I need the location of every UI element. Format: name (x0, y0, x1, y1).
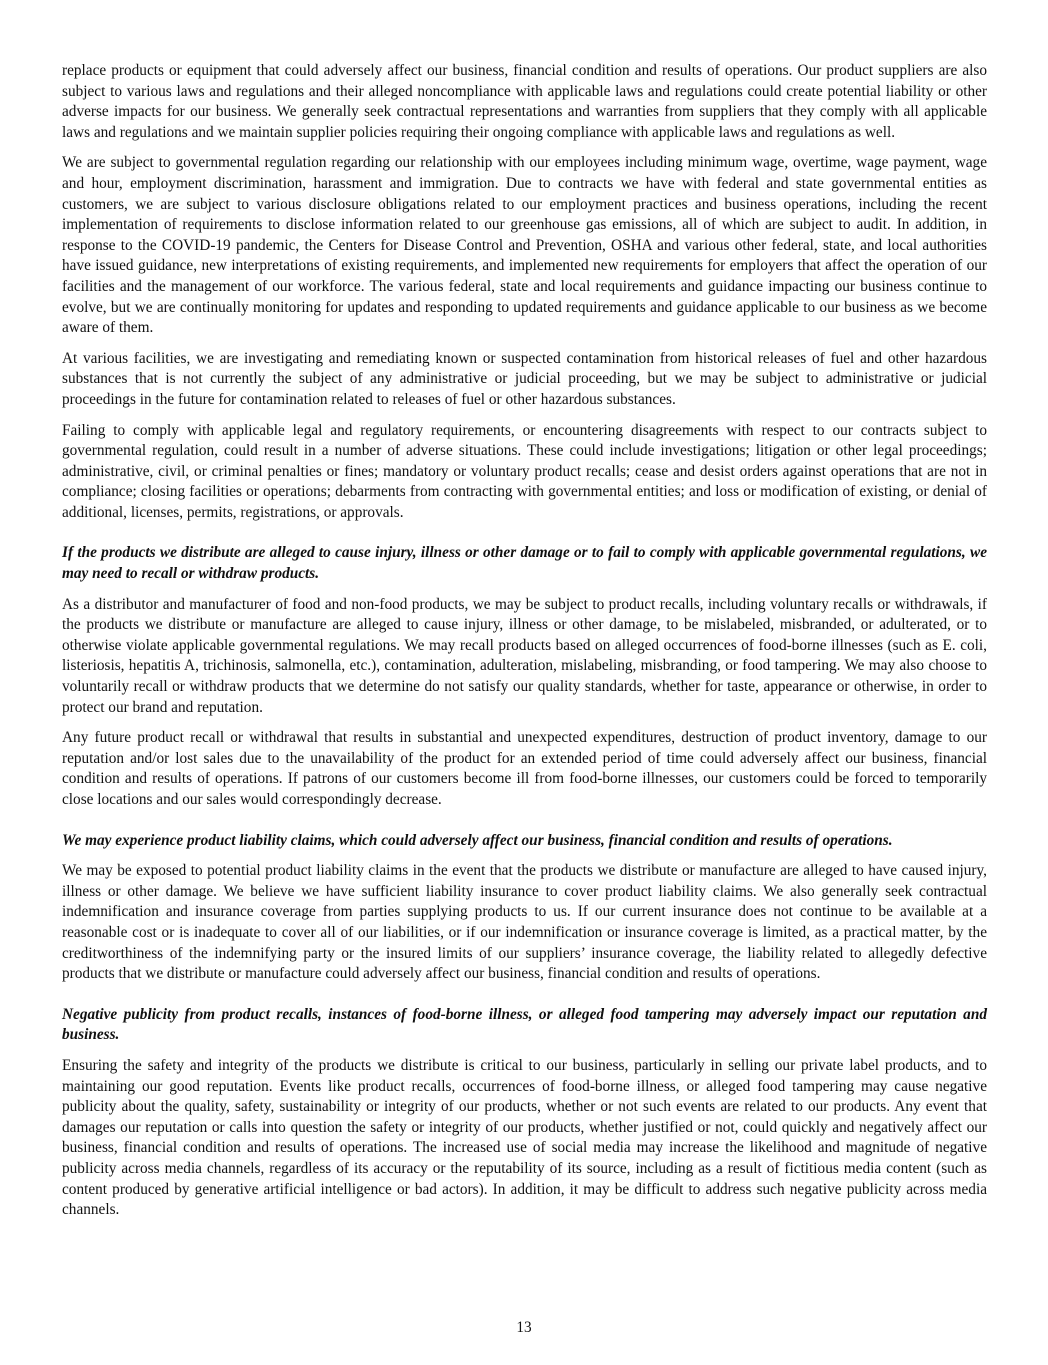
paragraph-recall-impact: Any future product recall or withdrawal that results in substantial and unexpected expenditures, destruction of product inventory, damage to our reputation and/or lost sales due to the unavailability of the product for an extended period of time could adversely affect our business, financial condition and results of operations. If patrons of our customers become ill from food-borne illnesses, our customers could be forced to temporarily close locations and our sales would correspondingly decrease. (62, 729, 987, 808)
document-page (62, 61, 987, 1231)
paragraph-compliance-failure: Failing to comply with applicable legal and regulatory requirements, or encountering disagreements with respect to our contracts subject to governmental regulation, could result in a number of adverse situations. These could include investigations; litigation or other legal proceedings; administrative, civil, or criminal penalties or fines; mandatory or voluntary product recalls; cease and desist orders against operations that are not in compliance; closing facilities or operations; debarments from contracting with governmental entities; and loss or modification of existing, or denial of additional, licenses, permits, registrations, or approvals. (62, 421, 987, 521)
paragraph-product-suppliers: replace products or equipment that could adversely affect our business, financial condition and results of operations. Our product suppliers are also subject to various laws and regulations and their alleged noncompliance with applicable laws and regulations could create potential liability or other adverse impacts for our business. We generally seek contractual representations and warranties from suppliers that they comply with all applicable laws and regulations and we maintain supplier policies requiring their ongoing compliance with applicable laws and regulations as well. (62, 62, 987, 141)
paragraph-recall-risk: As a distributor and manufacturer of food and non-food products, we may be subject to product recalls, including voluntary recalls or withdrawals, if the products we distribute or manufacture are alleged to cause injury, illness or other damage, to be mislabeled, misbranded, or adulterated, or to otherwise violate applicable governmental regulations. We may recall products based on alleged occurrences of food-borne illnesses (such as E. coli, listeriosis, hepatitis A, trichinosis, salmonella, etc.), contamination, adulteration, mislabeling, misbranding, or food tampering. We may also choose to voluntarily recall or withdraw products that we determine do not satisfy our quality standards, whether for taste, appearance or otherwise, in order to protect our brand and reputation. (62, 595, 987, 716)
paragraph-liability-claims: We may be exposed to potential product liability claims in the event that the products we distribute or manufacture are alleged to have caused injury, illness or other damage. We believe we have sufficient liability insurance to cover product liability claims. We also generally seek contractual indemnification and insurance coverage from parties supplying products to us. If our current insurance does not continue to be available at a reasonable cost or is inadequate to cover all of our liabilities, or if our indemnification or insurance coverage is limited, as a practical matter, by the creditworthiness of the indemnifying party or the insured limits of our suppliers’ insurance coverage, the liability related to allegedly defective products that we distribute or manufacture could adversely affect our business, financial condition and results of operations. (62, 862, 987, 983)
paragraph-publicity-risk: Ensuring the safety and integrity of the products we distribute is critical to our business, particularly in selling our private label products, and to maintaining our good reputation. Events like product recalls, occurrences of food-borne illness, or alleged food tampering may cause negative publicity about the quality, safety, sustainability or integrity of our products, whether or not such events are related to our products. Any event that damages our reputation or calls into question the safety or integrity of our products, whether justified or not, could quickly and negatively affect our business, financial condition and results of operations. The increased use of social media may increase the likelihood and magnitude of negative publicity across media channels, regardless of its accuracy or the reputability of its source, including as a result of fictitious media content (such as content produced by generative artificial intelligence or bad actors). In addition, it may be difficult to address such negative publicity across media channels. (62, 1056, 987, 1219)
paragraph-contamination: At various facilities, we are investigating and remediating known or suspected contamination from historical releases of fuel and other hazardous substances that is not currently the subject of any administrative or judicial proceeding, but we may be subject to administrative or judicial proceedings in the future for contamination related to releases of fuel or other hazardous substances. (62, 349, 987, 408)
heading-product-recalls: If the products we distribute are alleged to cause injury, illness or other damage or to fail to comply with applicable governmental regulations, we may need to recall or withdraw products. (62, 544, 987, 583)
heading-product-liability: We may experience product liability claims, which could adversely affect our business, financial condition and results of operations. (62, 831, 893, 849)
page-number: 13 (516, 1319, 532, 1336)
heading-negative-publicity: Negative publicity from product recalls, instances of food-borne illness, or alleged food tampering may adversely impact our reputation and business. (62, 1005, 987, 1044)
paragraph-employee-regulation: We are subject to governmental regulation regarding our relationship with our employees including minimum wage, overtime, wage payment, wage and hour, employment discrimination, harassment and immigration. Due to contracts we have with federal and state governmental entities as customers, we are subject to various disclosure obligations related to our employment practices and business operations, including the recent implementation of requirements to disclose information related to our greenhouse gas emissions, all of which are subject to audit. In addition, in response to the COVID-19 pandemic, the Centers for Disease Control and Prevention, OSHA and various other federal, state, and local authorities have issued guidance, new interpretations of existing requirements, and implemented new requirements for employers that affect the operation of our facilities and the management of our workforce. The various federal, state and local requirements and guidance impacting our business continue to evolve, but we are continually monitoring for updates and responding to updated requirements and guidance applicable to our business as we become aware of them. (62, 154, 987, 337)
